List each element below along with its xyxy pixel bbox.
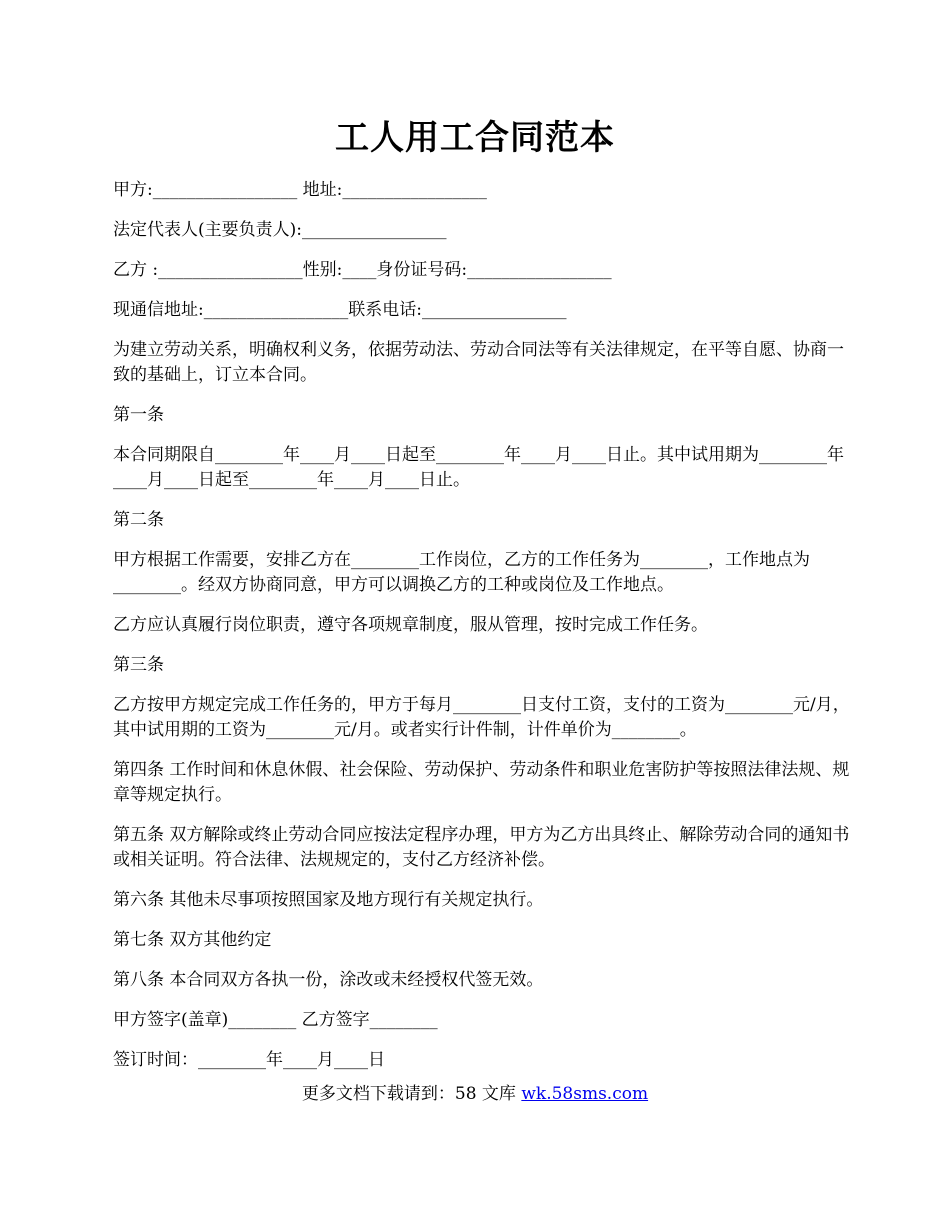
article-7: 第七条 双方其他约定: [113, 930, 272, 950]
preamble: 为建立劳动关系，明确权利义务，依据劳动法、劳动合同法等有关法律规定，在平等自愿、协商一致的基础上，订立本合同。: [113, 340, 844, 385]
legal-rep-line: 法定代表人(主要负责人):_________________: [113, 220, 447, 240]
article-2-heading: 第二条: [113, 510, 164, 530]
article-5: 第五条 双方解除或终止劳动合同应按法定程序办理，甲方为乙方出具终止、解除劳动合同的通知书或相关证明。符合法律、法规规定的，支付乙方经济补偿。: [113, 825, 850, 870]
article-3-text: 乙方按甲方规定完成工作任务的，甲方于每月________日支付工资，支付的工资为________元/月，其中试用期的工资为________元/月。或者实行计件制，计件单价为________。: [113, 695, 850, 740]
article-4: 第四条 工作时间和休息休假、社会保险、劳动保护、劳动条件和职业危害防护等按照法律法规、规章等规定执行。: [113, 760, 850, 805]
signing-date-line: 签订时间：________年____月____日: [113, 1050, 385, 1070]
party-b-line: 乙方 :_________________性别:____身份证号码:_________________: [113, 260, 612, 280]
article-3-heading: 第三条: [113, 655, 164, 675]
article-8: 第八条 本合同双方各执一份，涂改或未经授权代签无效。: [113, 970, 544, 990]
article-2-text: 甲方根据工作需要，安排乙方在________工作岗位，乙方的工作任务为________，工作地点为________。经双方协商同意，甲方可以调换乙方的工种或岗位及工作地点。: [113, 550, 810, 595]
signature-line: 甲方签字(盖章)________ 乙方签字________: [113, 1010, 438, 1030]
footer-link[interactable]: wk.58sms.com: [521, 1084, 649, 1104]
download-footer: [0, 1082, 950, 1107]
footer-text: 更多文档下载请到：58 文库: [301, 1084, 522, 1104]
article-1-text: 本合同期限自________年____月____日起至________年____月____日止。其中试用期为________年____月____日起至________年____月____日止。: [113, 445, 844, 490]
article-2-duty: 乙方应认真履行岗位职责，遵守各项规章制度，服从管理，按时完成工作任务。: [113, 615, 708, 635]
party-a-line: 甲方:_________________ 地址:_________________: [113, 180, 487, 200]
contact-line: 现通信地址:_________________联系电话:_________________: [113, 300, 567, 320]
article-1-heading: 第一条: [113, 405, 164, 425]
document-title: 工人用工合同范本: [335, 118, 615, 158]
contract-body: [113, 178, 853, 1088]
article-6: 第六条 其他未尽事项按照国家及地方现行有关规定执行。: [113, 890, 544, 910]
